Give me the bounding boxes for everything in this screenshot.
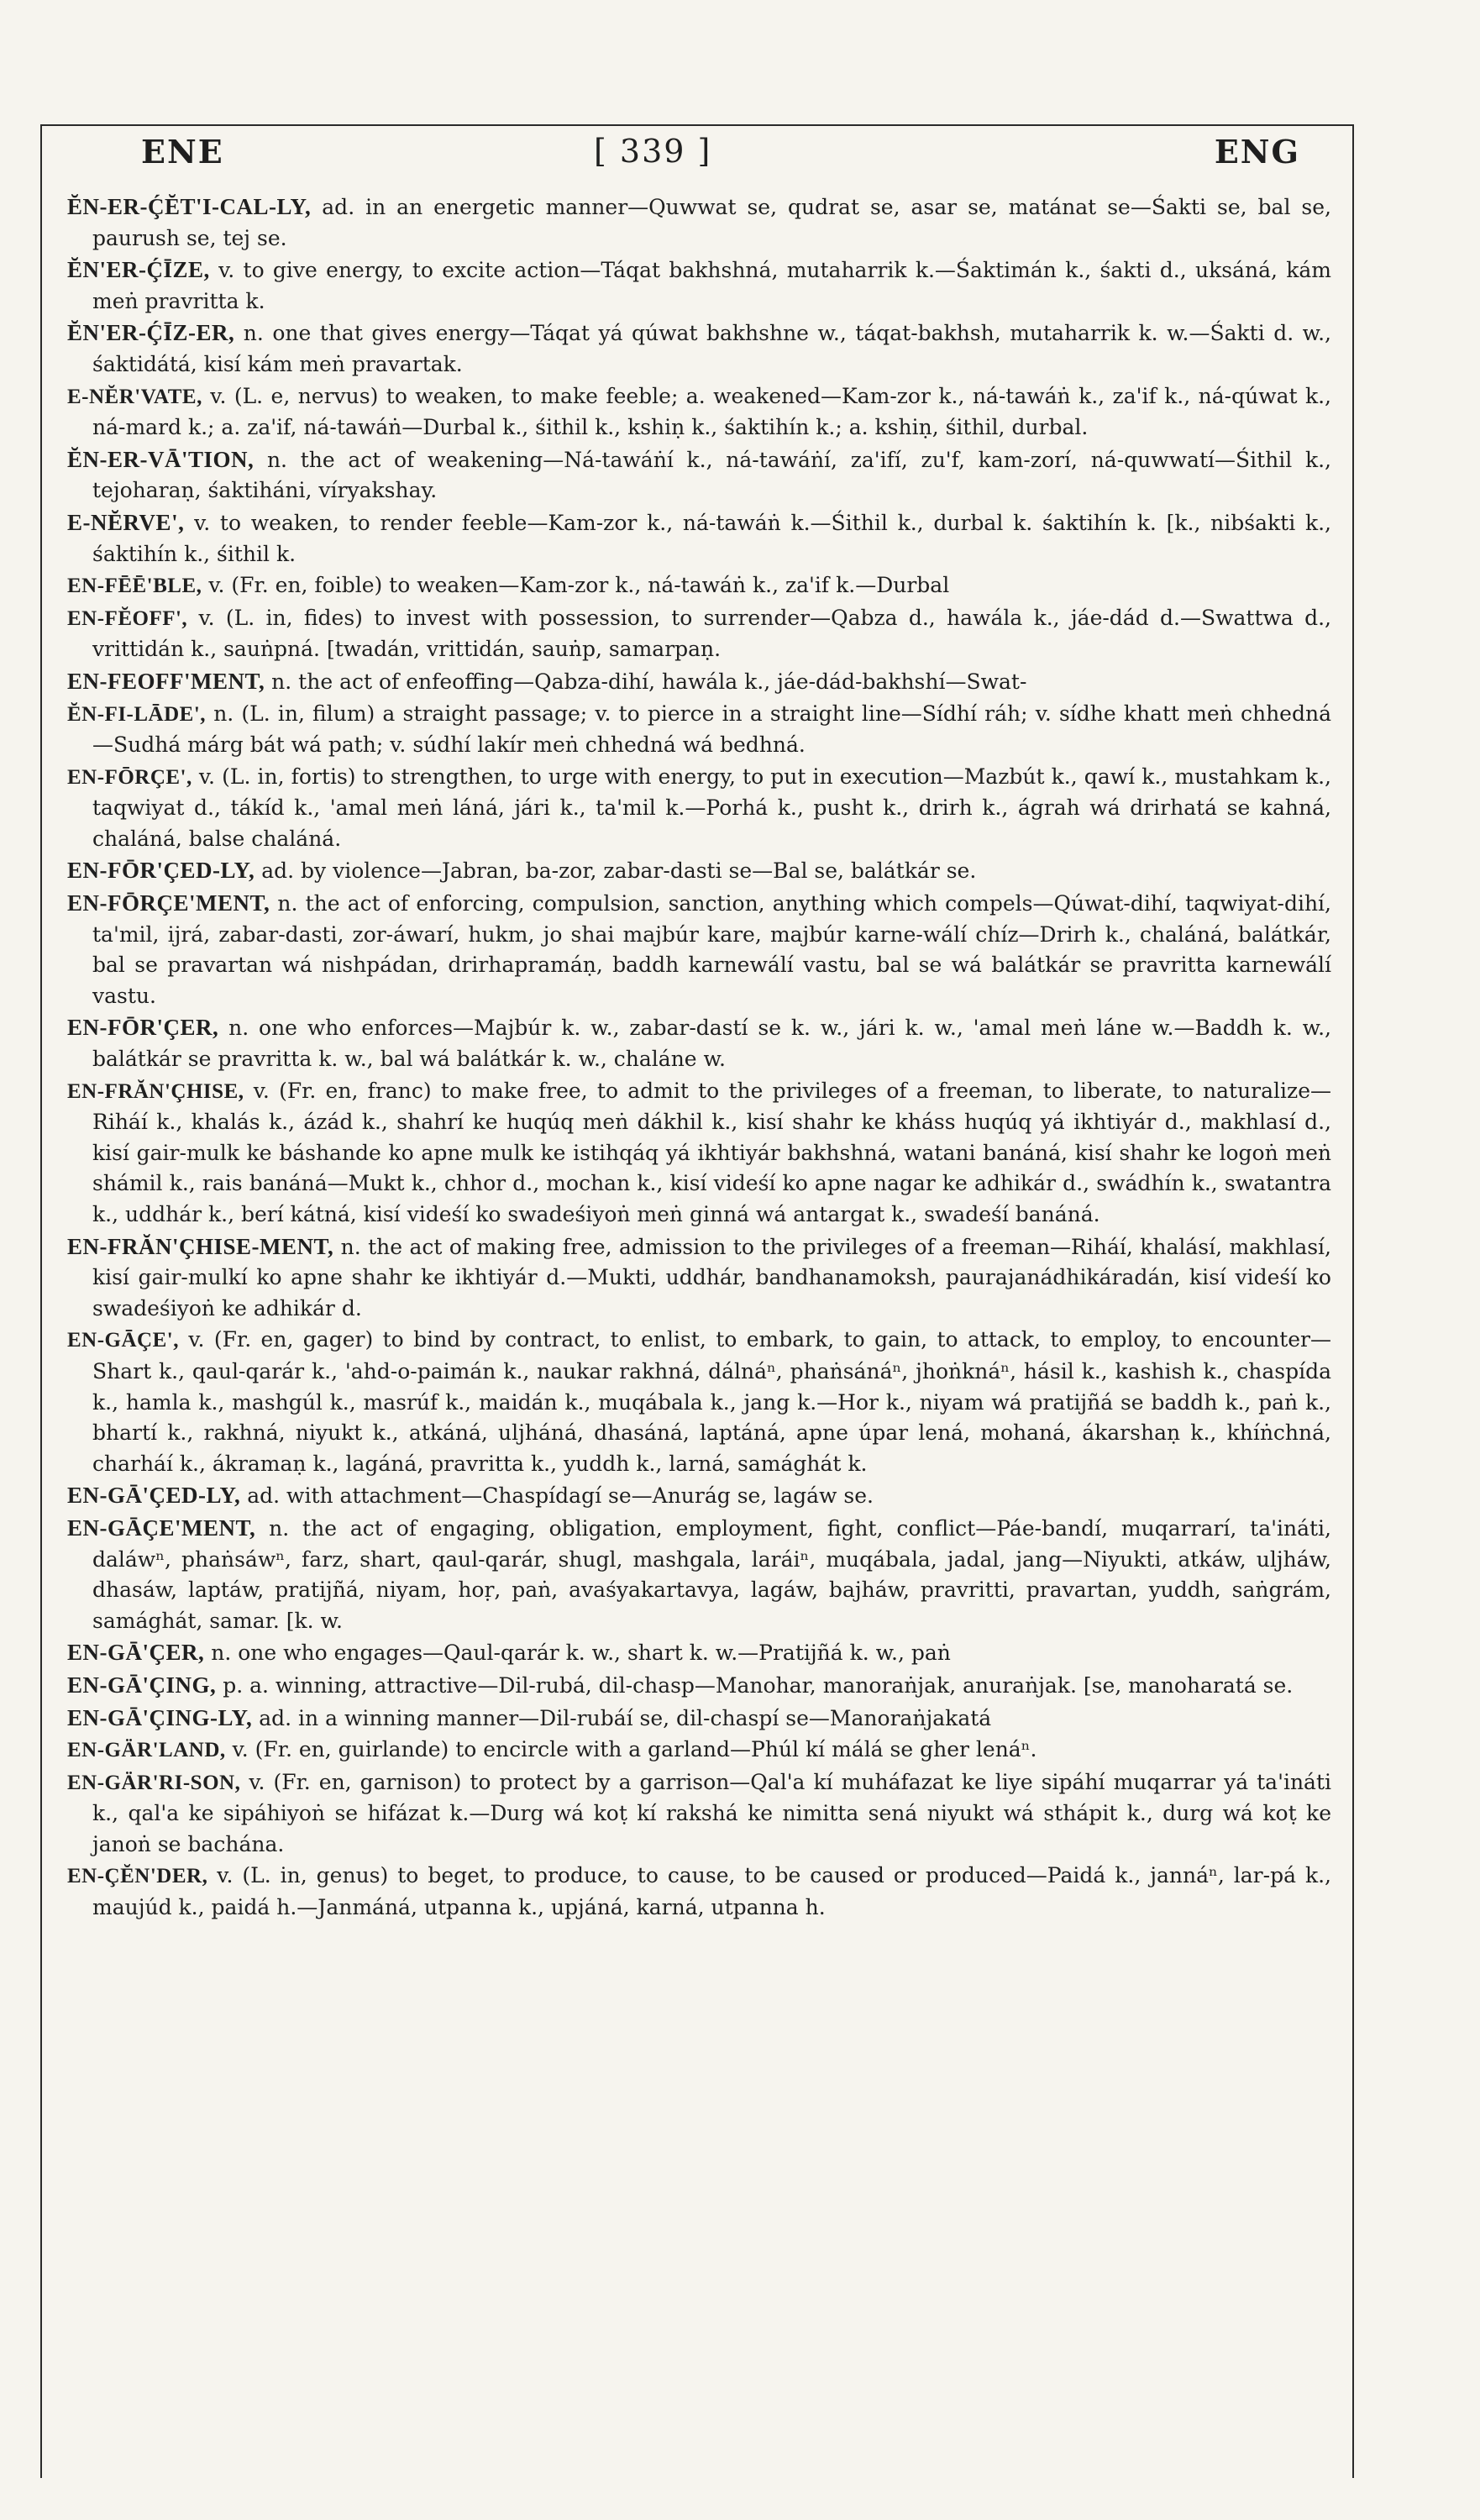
definition: v. to give energy, to excite action—Táqat bakhshná, mutaharrik k.—Śaktimán k., śakti d., uksáná, kám meṅ pravritta k. [92, 258, 1331, 313]
headword: EN-GĀ'ÇED-LY, [67, 1483, 241, 1509]
headword: EN-GÄR'LAND, [67, 1739, 226, 1762]
dictionary-entry [67, 507, 1331, 570]
dictionary-entry [67, 1861, 1331, 1923]
dictionary-entry [67, 1735, 1331, 1767]
definition: v. (Fr. en, foible) to weaken—Kam-zor k., ná-tawáṅ k., za'if k.—Durbal [202, 573, 950, 598]
definition: v. to weaken, to render feeble—Kam-zor k., ná-tawáṅ k.—Śithil k., durbal k. śaktihín k. [k., nibśakti k., śaktihín k., śithil k. [92, 510, 1331, 566]
headword: EN-FŌR'ÇED-LY, [67, 858, 255, 884]
dictionary-entry [67, 1513, 1331, 1636]
dictionary-entry [67, 888, 1331, 1011]
headword: EN-FŌRÇE'MENT, [67, 890, 270, 916]
headword: ĔN-FI-LĀDE', [67, 702, 207, 726]
definition: ad. in an energetic manner—Quwwat se, qudrat se, asar se, matánat se—Śakti se, bal se, paurush se, tej se. [92, 195, 1331, 250]
definition: v. (Fr. en, gager) to bind by contract, to enlist, to embark, to gain, to attack, to employ, to encounter—Shart k., qaul-qarár k., 'ahd-o-paimán k., naukar rakhná, dálnáⁿ, phaṅsánáⁿ, jhoṅknáⁿ, hásil k., kashish k., chaspída k., hamla k., mashgúl k., masrúf k., maidán k., muqábala k., jang k.—Hor k., niyam wá pratijñá se baddh k., paṅ k., bhartí k., rakhná, niyukt k., atkáná, uljháná, dhasáná, laptáná, apne úpar lená, mohaná, ákarshaṇ k., khíṅchná, charháí k., ákramaṇ k., lagáná, pravritta k., yuddh k., larná, samághát k. [92, 1327, 1331, 1476]
definition: v. (L. in, fides) to invest with possession, to surrender—Qabza d., hawála k., jáe-dád d.—Swattwa d., vrittidán k., sauṅpná. [twadán, vrittidán, sauṅp, samarpaṇ. [92, 605, 1331, 662]
page-number: [ 339 ] [594, 133, 712, 170]
page-header [42, 133, 1352, 176]
headword: EN-GĀ'ÇING, [67, 1672, 217, 1698]
headword: EN-GĀ'ÇER, [67, 1640, 205, 1666]
dictionary-entry [67, 1670, 1331, 1702]
headword: EN-ÇĔN'DER, [67, 1865, 208, 1888]
header-last-word: ENG [1214, 133, 1300, 171]
definition: n. one who enforces—Majbúr k. w., zabar-dastí se k. w., jári k. w., 'amal meṅ láne w.—Baddh k. w., balátkár se pravritta k. w., bal wá balátkár k. w., chaláne w. [92, 1016, 1331, 1072]
headword: ĔN'ER-ḈĪZE, [67, 257, 210, 283]
headword: ĔN-ER-VĀ'TION, [67, 446, 255, 472]
entries-column [67, 192, 1331, 1924]
dictionary-entry [67, 381, 1331, 444]
definition: n. one who engages—Qaul-qarár k. w., shart k. w.—Pratijñá k. w., paṅ [204, 1641, 951, 1666]
dictionary-entry [67, 603, 1331, 665]
headword: ĔN'ER-ḈĪZ-ER, [67, 320, 235, 346]
dictionary-entry [67, 1703, 1331, 1735]
header-first-word: ENE [141, 133, 224, 171]
definition: p. a. winning, attractive—Dil-rubá, dil-chasp—Manohar, manoraṅjak, anuraṅjak. [se, manoharatá se. [216, 1672, 1294, 1698]
definition: ad. with attachment—Chaspídagí se—Anurág se, lagáw se. [240, 1483, 874, 1509]
dictionary-entry [67, 1076, 1331, 1231]
headword: E-NĔRVE', [67, 509, 185, 535]
definition: v. (Fr. en, garnison) to protect by a garrison—Qal'a kí muháfazat ke liye sipáhí muqarrar yá ta'ináti k., qal'a ke sipáhiyoṅ se hifázat k.—Durg wá koṭ kí rakshá ke nimitta sená niyukt wá sthápit k., durg wá koṭ ke janoṅ se bachána. [92, 1769, 1331, 1856]
headword: EN-FŌR'ÇER, [67, 1015, 219, 1041]
headword: EN-FĒĒ'BLE, [67, 575, 202, 598]
definition: n. the act of engaging, obligation, employment, fight, conflict—Páe-bandí, muqarrarí, ta'ináti, daláwⁿ, phaṅsáwⁿ, farz, shart, qaul-qarár, shugl, mashgala, laráiⁿ, muqábala, jadal, jang—Niyukti, atkáw, uljháw, dhasáw, laptáw, pratijñá, niyam, hoṛ, paṅ, avaśyakartavya, lagáw, bajháw, pravritti, pravartan, yuddh, saṅgrám, samághát, samar. [k. w. [92, 1515, 1331, 1633]
definition: n. the act of enforcing, compulsion, sanction, anything which compels—Qúwat-dihí, taqwiyat-dihí, ta'mil, ijrá, zabar-dasti, zor-áwarí, hukm, jo shai majbúr kare, majbúr karne-wálí chíz—Drirh k., chaláná, balátkár, bal se pravartan wá nishpádan, drirhapramáṇ, baddh karnewálí vastu, bal se wá balátkár se pravritta karnewálí vastu. [92, 891, 1331, 1008]
headword: EN-GĀÇE', [67, 1329, 179, 1352]
dictionary-entry [67, 666, 1331, 698]
dictionary-entry [67, 699, 1331, 761]
dictionary-entry [67, 444, 1331, 507]
dictionary-entry [67, 1231, 1331, 1325]
definition: v. (L. in, fortis) to strengthen, to urge with energy, to put in execution—Mazbút k., qawí k., mustahkam k., taqwiyat d., tákíd k., 'amal meṅ láná, jári k., ta'mil k.—Porhá k., pusht k., drirh k., ágrah wá drirhatá se kahná, chaláná, balse chaláná. [92, 764, 1331, 851]
headword: EN-FEOFF'MENT, [67, 668, 265, 694]
dictionary-entry [67, 255, 1331, 317]
definition: v. (L. e, nervus) to weaken, to make feeble; a. weakened—Kam-zor k., ná-tawáṅ k., za'if k., ná-qúwat k., ná-mard k.; a. za'if, ná-tawáṅ—Durbal k., śithil k., kshiṇ k., śaktihín k.; a. kshiṇ, śithil, durbal. [92, 383, 1331, 440]
headword: EN-FRĂN'ÇHISE, [67, 1079, 244, 1103]
definition: n. the act of making free, admission to the privileges of a freeman—Riháí, khalásí, makhlasí, kisí gair-mulkí ko apne shahr ke ikhtiyár d.—Mukti, uddhár, bandhanamoksh, paurajanádhikáradán, kisí videśí ko swadeśiyoṅ ke adhikár d. [92, 1234, 1331, 1320]
definition: n. the act of enfeoffing—Qabza-dihí, hawála k., jáe-dád-bakhshí—Swat- [265, 669, 1027, 694]
dictionary-entry [67, 762, 1331, 855]
dictionary-entry [67, 318, 1331, 380]
dictionary-entry [67, 1480, 1331, 1512]
headword: EN-GĀÇE'MENT, [67, 1515, 256, 1541]
headword: EN-FRĂN'ÇHISE-MENT, [67, 1233, 334, 1259]
dictionary-entry [67, 1012, 1331, 1074]
definition: ad. in a winning manner—Dil-rubáí se, dil-chaspí se—Manoraṅjakatá [252, 1705, 992, 1730]
definition: n. (L. in, filum) a straight passage; v. to pierce in a straight line—Sídhí ráh; v. sídhe khatt meṅ chhedná—Sudhá márg bát wá path; v. súdhí lakír meṅ chhedná wá bedhná. [92, 701, 1331, 758]
definition: n. the act of weakening—Ná-tawáṅí k., ná-tawáṅí, za'ifí, zu'f, kam-zorí, ná-quwwatí—Śithil k., tejoharaṇ, śaktiháni, víryakshay. [92, 447, 1331, 503]
headword: E-NĔR'VATE, [67, 385, 202, 408]
headword: EN-FŌRÇE', [67, 765, 192, 789]
headword: EN-GĀ'ÇING-LY, [67, 1704, 253, 1730]
dictionary-entry [67, 1325, 1331, 1479]
headword: EN-FĔOFF', [67, 606, 188, 630]
definition: v. (Fr. en, franc) to make free, to admit to the privileges of a freeman, to liberate, to naturalize—Riháí k., khalás k., ázád k., shahrí ke huqúq meṅ dákhil k., kisí shahr ke kháss huqúq yá ikhtiyár d., makhlasí d., kisí gair-mulk ke báshande ko apne mulk ke istihqáq yá ikhtiyár bakhshná, watani banáná, kisí shahr ke logoṅ meṅ shámil k., rais banáná—Mukt k., chhor d., mochan k., kisí videśí ko apne nagar ke adhikár d., swádhín k., swatantra k., uddhár k., berí kátná, kisí videśí ko swadeśiyoṅ meṅ ginná wá antargat k., swadeśí banáná. [92, 1078, 1331, 1226]
definition: ad. by violence—Jabran, ba-zor, zabar-dasti se—Bal se, balátkár se. [255, 858, 977, 884]
definition: v. (Fr. en, guirlande) to encircle with a garland—Phúl kí málá se gher lenáⁿ. [225, 1737, 1037, 1762]
dictionary-entry [67, 1767, 1331, 1861]
dictionary-entry [67, 192, 1331, 254]
headword: ĔN-ER-ḈĔT'I-CAL-LY, [67, 194, 312, 219]
dictionary-page [40, 124, 1354, 2478]
headword: EN-GÄR'RI-SON, [67, 1771, 241, 1794]
dictionary-entry [67, 570, 1331, 602]
definition: v. (L. in, genus) to beget, to produce, to cause, to be caused or produced—Paidá k., jannáⁿ, lar-pá k., maujúd k., paidá h.—Janmáná, utpanna k., upjáná, karná, utpanna h. [92, 1863, 1331, 1920]
dictionary-entry [67, 855, 1331, 887]
dictionary-entry [67, 1637, 1331, 1669]
definition: n. one that gives energy—Táqat yá qúwat bakhshne w., táqat-bakhsh, mutaharrik k. w.—Śakti d. w., śaktidátá, kisí kám meṅ pravartak. [92, 321, 1331, 376]
